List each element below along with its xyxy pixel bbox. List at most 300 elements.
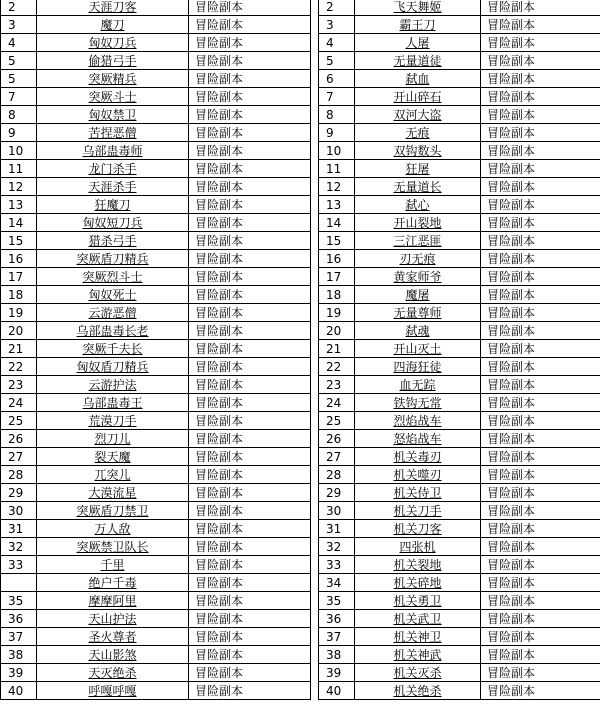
left-level-cell[interactable]: 17 — [1, 268, 37, 286]
right-monster-name-cell[interactable]: 魔屠 — [355, 286, 481, 304]
left-level-cell[interactable]: 9 — [1, 124, 37, 142]
right-level-cell[interactable]: 37 — [319, 628, 355, 646]
left-monster-name-cell[interactable]: 突厥千夫长 — [37, 340, 189, 358]
table-row — [1, 142, 600, 160]
left-level-cell[interactable]: 40 — [1, 682, 37, 700]
left-type-cell[interactable]: 冒险副本 — [189, 268, 311, 286]
left-level-cell[interactable]: 19 — [1, 304, 37, 322]
right-monster-name-cell[interactable]: 人屠 — [355, 34, 481, 52]
left-level-cell[interactable]: 29 — [1, 484, 37, 502]
right-monster-name-cell[interactable]: 开山裂地 — [355, 214, 481, 232]
table-row — [1, 484, 600, 502]
right-monster-name-cell[interactable]: 机关裂地 — [355, 556, 481, 574]
left-level-cell[interactable]: 33 — [1, 556, 37, 574]
right-type-cell[interactable]: 冒险副本 — [481, 322, 600, 340]
right-monster-name-cell[interactable]: 机关勇卫 — [355, 592, 481, 610]
left-monster-name-cell[interactable]: 匈奴短刀兵 — [37, 214, 189, 232]
left-type-cell[interactable]: 冒险副本 — [189, 484, 311, 502]
right-level-cell[interactable]: 35 — [319, 592, 355, 610]
right-type-cell[interactable]: 冒险副本 — [481, 574, 600, 592]
column-gap — [311, 124, 319, 142]
column-gap — [311, 268, 319, 286]
left-type-cell[interactable]: 冒险副本 — [189, 664, 311, 682]
left-level-cell[interactable]: 20 — [1, 322, 37, 340]
table-row — [1, 178, 600, 196]
left-level-cell[interactable]: 27 — [1, 448, 37, 466]
left-level-cell[interactable] — [1, 574, 37, 592]
table-row — [1, 502, 600, 520]
right-monster-name-cell[interactable]: 无量道长 — [355, 178, 481, 196]
table-row — [1, 358, 600, 376]
table-row — [1, 0, 600, 16]
table-row — [1, 232, 600, 250]
left-type-cell[interactable]: 冒险副本 — [189, 196, 311, 214]
table-row — [1, 160, 600, 178]
left-monster-name-cell[interactable]: 万人敌 — [37, 520, 189, 538]
right-level-cell[interactable]: 24 — [319, 394, 355, 412]
left-type-cell[interactable]: 冒险副本 — [189, 448, 311, 466]
left-type-cell[interactable]: 冒险副本 — [189, 16, 311, 34]
left-type-cell[interactable]: 冒险副本 — [189, 340, 311, 358]
right-monster-name-cell[interactable]: 弑心 — [355, 196, 481, 214]
table-row — [1, 196, 600, 214]
right-level-cell[interactable]: 7 — [319, 88, 355, 106]
table-row — [1, 250, 600, 268]
left-level-cell[interactable]: 30 — [1, 502, 37, 520]
right-monster-name-cell[interactable]: 狂屠 — [355, 160, 481, 178]
left-type-cell[interactable]: 冒险副本 — [189, 556, 311, 574]
right-monster-name-cell[interactable]: 黄家师爷 — [355, 268, 481, 286]
table-row — [1, 682, 600, 700]
left-monster-name-cell[interactable]: 呼嘎呼嘎 — [37, 682, 189, 700]
right-type-cell[interactable]: 冒险副本 — [481, 286, 600, 304]
right-type-cell[interactable]: 冒险副本 — [481, 250, 600, 268]
column-gap — [311, 88, 319, 106]
left-level-cell[interactable]: 39 — [1, 664, 37, 682]
left-level-cell[interactable]: 35 — [1, 592, 37, 610]
left-type-cell[interactable]: 冒险副本 — [189, 160, 311, 178]
right-level-cell[interactable]: 27 — [319, 448, 355, 466]
right-level-cell[interactable]: 13 — [319, 196, 355, 214]
left-type-cell[interactable]: 冒险副本 — [189, 430, 311, 448]
right-type-cell[interactable]: 冒险副本 — [481, 88, 600, 106]
right-type-cell[interactable]: 冒险副本 — [481, 178, 600, 196]
left-monster-name-cell[interactable]: 天涯杀手 — [37, 178, 189, 196]
column-gap — [311, 592, 319, 610]
right-type-cell[interactable]: 冒险副本 — [481, 466, 600, 484]
right-monster-name-cell[interactable]: 机关噬刃 — [355, 466, 481, 484]
column-gap — [311, 646, 319, 664]
left-type-cell[interactable]: 冒险副本 — [189, 682, 311, 700]
table-row — [1, 52, 600, 70]
right-type-cell[interactable]: 冒险副本 — [481, 610, 600, 628]
right-type-cell[interactable]: 冒险副本 — [481, 448, 600, 466]
left-monster-name-cell[interactable]: 云游护法 — [37, 376, 189, 394]
column-gap — [311, 412, 319, 430]
left-monster-name-cell[interactable]: 匈奴刀兵 — [37, 34, 189, 52]
left-monster-name-cell[interactable]: 乌部蛊毒王 — [37, 394, 189, 412]
right-monster-name-cell[interactable]: 机关神卫 — [355, 628, 481, 646]
right-level-cell[interactable]: 3 — [319, 16, 355, 34]
column-gap — [311, 484, 319, 502]
left-monster-name-cell[interactable]: 千里 — [37, 556, 189, 574]
right-monster-name-cell[interactable]: 机关碎地 — [355, 574, 481, 592]
right-monster-name-cell[interactable]: 双河大盗 — [355, 106, 481, 124]
left-monster-name-cell[interactable]: 天山影煞 — [37, 646, 189, 664]
right-level-cell[interactable]: 28 — [319, 466, 355, 484]
right-level-cell[interactable]: 40 — [319, 682, 355, 700]
left-monster-name-cell[interactable]: 天山护法 — [37, 610, 189, 628]
left-monster-name-cell[interactable]: 匈奴盾刀精兵 — [37, 358, 189, 376]
left-monster-name-cell[interactable]: 荒漠刀手 — [37, 412, 189, 430]
right-level-cell[interactable]: 38 — [319, 646, 355, 664]
left-level-cell[interactable]: 31 — [1, 520, 37, 538]
left-level-cell[interactable]: 37 — [1, 628, 37, 646]
right-level-cell[interactable]: 4 — [319, 34, 355, 52]
right-level-cell[interactable]: 36 — [319, 610, 355, 628]
right-level-cell[interactable]: 20 — [319, 322, 355, 340]
left-type-cell[interactable]: 冒险副本 — [189, 34, 311, 52]
column-gap — [311, 250, 319, 268]
right-monster-name-cell[interactable]: 三江恶匪 — [355, 232, 481, 250]
right-type-cell[interactable]: 冒险副本 — [481, 160, 600, 178]
left-level-cell[interactable]: 11 — [1, 160, 37, 178]
right-type-cell[interactable]: 冒险副本 — [481, 430, 600, 448]
left-level-cell[interactable]: 21 — [1, 340, 37, 358]
right-monster-name-cell[interactable]: 双钩数头 — [355, 142, 481, 160]
left-level-cell[interactable]: 12 — [1, 178, 37, 196]
right-level-cell[interactable]: 30 — [319, 502, 355, 520]
right-type-cell[interactable]: 冒险副本 — [481, 304, 600, 322]
left-monster-name-cell[interactable]: 狂魔刀 — [37, 196, 189, 214]
left-monster-name-cell[interactable]: 兀突儿 — [37, 466, 189, 484]
right-type-cell[interactable]: 冒险副本 — [481, 628, 600, 646]
right-level-cell[interactable]: 15 — [319, 232, 355, 250]
right-monster-name-cell[interactable]: 机关灭杀 — [355, 664, 481, 682]
left-type-cell[interactable]: 冒险副本 — [189, 646, 311, 664]
right-type-cell[interactable]: 冒险副本 — [481, 358, 600, 376]
column-gap — [311, 574, 319, 592]
left-monster-name-cell[interactable]: 突厥盾刀精兵 — [37, 250, 189, 268]
column-gap — [311, 160, 319, 178]
right-level-cell[interactable]: 6 — [319, 70, 355, 88]
left-level-cell[interactable]: 5 — [1, 70, 37, 88]
right-type-cell[interactable]: 冒险副本 — [481, 214, 600, 232]
left-level-cell[interactable]: 23 — [1, 376, 37, 394]
left-monster-name-cell[interactable]: 乌部蛊毒师 — [37, 142, 189, 160]
table-row — [1, 304, 600, 322]
right-level-cell[interactable]: 8 — [319, 106, 355, 124]
left-type-cell[interactable]: 冒险副本 — [189, 412, 311, 430]
left-monster-name-cell[interactable]: 天涯刀客 — [37, 0, 189, 16]
left-level-cell[interactable]: 5 — [1, 52, 37, 70]
right-type-cell[interactable]: 冒险副本 — [481, 268, 600, 286]
right-monster-name-cell[interactable]: 四海狂徒 — [355, 358, 481, 376]
right-type-cell[interactable]: 冒险副本 — [481, 538, 600, 556]
left-type-cell[interactable]: 冒险副本 — [189, 520, 311, 538]
column-gap — [311, 214, 319, 232]
table-row — [1, 610, 600, 628]
right-level-cell[interactable]: 11 — [319, 160, 355, 178]
table-row — [1, 466, 600, 484]
left-level-cell[interactable]: 14 — [1, 214, 37, 232]
right-type-cell[interactable]: 冒险副本 — [481, 592, 600, 610]
left-level-cell[interactable]: 7 — [1, 88, 37, 106]
left-type-cell[interactable]: 冒险副本 — [189, 142, 311, 160]
left-level-cell[interactable]: 3 — [1, 16, 37, 34]
right-type-cell[interactable]: 冒险副本 — [481, 0, 600, 16]
right-level-cell[interactable]: 12 — [319, 178, 355, 196]
left-type-cell[interactable]: 冒险副本 — [189, 502, 311, 520]
left-level-cell[interactable]: 26 — [1, 430, 37, 448]
right-level-cell[interactable]: 21 — [319, 340, 355, 358]
column-gap — [311, 322, 319, 340]
left-monster-name-cell[interactable]: 匈奴禁卫 — [37, 106, 189, 124]
left-type-cell[interactable]: 冒险副本 — [189, 376, 311, 394]
left-monster-name-cell[interactable]: 猎杀弓手 — [37, 232, 189, 250]
left-type-cell[interactable]: 冒险副本 — [189, 574, 311, 592]
table-row — [1, 106, 600, 124]
right-level-cell[interactable]: 39 — [319, 664, 355, 682]
right-type-cell[interactable]: 冒险副本 — [481, 70, 600, 88]
table-row — [1, 124, 600, 142]
left-level-cell[interactable]: 4 — [1, 34, 37, 52]
column-gap — [311, 304, 319, 322]
left-level-cell[interactable]: 2 — [1, 0, 37, 16]
left-type-cell[interactable]: 冒险副本 — [189, 466, 311, 484]
left-level-cell[interactable]: 32 — [1, 538, 37, 556]
table-row — [1, 268, 600, 286]
table-row — [1, 592, 600, 610]
left-level-cell[interactable]: 18 — [1, 286, 37, 304]
right-level-cell[interactable]: 31 — [319, 520, 355, 538]
right-type-cell[interactable]: 冒险副本 — [481, 232, 600, 250]
column-gap — [311, 376, 319, 394]
left-monster-name-cell[interactable]: 摩摩阿里 — [37, 592, 189, 610]
left-type-cell[interactable]: 冒险副本 — [189, 250, 311, 268]
right-type-cell[interactable]: 冒险副本 — [481, 16, 600, 34]
left-type-cell[interactable]: 冒险副本 — [189, 394, 311, 412]
right-level-cell[interactable]: 5 — [319, 52, 355, 70]
right-type-cell[interactable]: 冒险副本 — [481, 196, 600, 214]
right-monster-name-cell[interactable]: 机关毒刃 — [355, 448, 481, 466]
table-row — [1, 286, 600, 304]
table-row — [1, 574, 600, 592]
left-type-cell[interactable]: 冒险副本 — [189, 214, 311, 232]
column-gap — [311, 178, 319, 196]
right-type-cell[interactable]: 冒险副本 — [481, 394, 600, 412]
left-level-cell[interactable]: 13 — [1, 196, 37, 214]
left-type-cell[interactable]: 冒险副本 — [189, 358, 311, 376]
left-monster-name-cell[interactable]: 天灭绝杀 — [37, 664, 189, 682]
left-type-cell[interactable]: 冒险副本 — [189, 610, 311, 628]
right-type-cell[interactable]: 冒险副本 — [481, 520, 600, 538]
left-type-cell[interactable]: 冒险副本 — [189, 70, 311, 88]
left-level-cell[interactable]: 15 — [1, 232, 37, 250]
column-gap — [311, 286, 319, 304]
table-row — [1, 628, 600, 646]
right-type-cell[interactable]: 冒险副本 — [481, 340, 600, 358]
left-type-cell[interactable]: 冒险副本 — [189, 88, 311, 106]
right-type-cell[interactable]: 冒险副本 — [481, 484, 600, 502]
right-type-cell[interactable]: 冒险副本 — [481, 34, 600, 52]
column-gap — [311, 610, 319, 628]
column-gap — [311, 682, 319, 700]
table-row — [1, 520, 600, 538]
right-monster-name-cell[interactable]: 机关侍卫 — [355, 484, 481, 502]
right-level-cell[interactable]: 16 — [319, 250, 355, 268]
right-level-cell[interactable]: 25 — [319, 412, 355, 430]
left-monster-name-cell[interactable]: 魔刀 — [37, 16, 189, 34]
column-gap — [311, 556, 319, 574]
left-level-cell[interactable]: 16 — [1, 250, 37, 268]
left-monster-name-cell[interactable]: 突厥精兵 — [37, 70, 189, 88]
right-monster-name-cell[interactable]: 机关武卫 — [355, 610, 481, 628]
table-row — [1, 664, 600, 682]
left-monster-name-cell[interactable]: 大漠流星 — [37, 484, 189, 502]
table-row — [1, 340, 600, 358]
right-monster-name-cell[interactable]: 无量尊师 — [355, 304, 481, 322]
right-monster-name-cell[interactable]: 机关刀客 — [355, 520, 481, 538]
right-level-cell[interactable]: 34 — [319, 574, 355, 592]
left-level-cell[interactable]: 8 — [1, 106, 37, 124]
table-row — [1, 646, 600, 664]
left-type-cell[interactable]: 冒险副本 — [189, 52, 311, 70]
column-gap — [311, 430, 319, 448]
table-row — [1, 412, 600, 430]
right-monster-name-cell[interactable]: 弑血 — [355, 70, 481, 88]
right-type-cell[interactable]: 冒险副本 — [481, 52, 600, 70]
column-gap — [311, 106, 319, 124]
left-level-cell[interactable]: 25 — [1, 412, 37, 430]
column-gap — [311, 52, 319, 70]
right-monster-name-cell[interactable]: 血无踪 — [355, 376, 481, 394]
right-monster-name-cell[interactable]: 铁钩无常 — [355, 394, 481, 412]
left-type-cell[interactable]: 冒险副本 — [189, 106, 311, 124]
left-type-cell[interactable]: 冒险副本 — [189, 322, 311, 340]
right-monster-name-cell[interactable]: 刃无痕 — [355, 250, 481, 268]
right-monster-name-cell[interactable]: 机关刀手 — [355, 502, 481, 520]
left-level-cell[interactable]: 24 — [1, 394, 37, 412]
left-type-cell[interactable]: 冒险副本 — [189, 304, 311, 322]
left-monster-name-cell[interactable]: 圣火尊者 — [37, 628, 189, 646]
column-gap — [311, 358, 319, 376]
left-level-cell[interactable]: 38 — [1, 646, 37, 664]
column-gap — [311, 664, 319, 682]
right-type-cell[interactable]: 冒险副本 — [481, 106, 600, 124]
left-type-cell[interactable]: 冒险副本 — [189, 124, 311, 142]
right-monster-name-cell[interactable]: 飞天舞姬 — [355, 0, 481, 16]
right-level-cell[interactable]: 29 — [319, 484, 355, 502]
column-gap — [311, 628, 319, 646]
left-monster-name-cell[interactable]: 乌部蛊毒长老 — [37, 322, 189, 340]
left-type-cell[interactable]: 冒险副本 — [189, 628, 311, 646]
right-monster-name-cell[interactable]: 弑魂 — [355, 322, 481, 340]
right-type-cell[interactable]: 冒险副本 — [481, 646, 600, 664]
right-type-cell[interactable]: 冒险副本 — [481, 682, 600, 700]
right-type-cell[interactable]: 冒险副本 — [481, 556, 600, 574]
column-gap — [311, 70, 319, 88]
column-gap — [311, 34, 319, 52]
right-monster-name-cell[interactable]: 机关神武 — [355, 646, 481, 664]
right-monster-name-cell[interactable]: 霸王刀 — [355, 16, 481, 34]
right-level-cell[interactable]: 19 — [319, 304, 355, 322]
right-monster-name-cell[interactable]: 四张机 — [355, 538, 481, 556]
left-monster-name-cell[interactable]: 突厥盾刀禁卫 — [37, 502, 189, 520]
table-row — [1, 376, 600, 394]
left-type-cell[interactable]: 冒险副本 — [189, 232, 311, 250]
right-monster-name-cell[interactable]: 烈焰战车 — [355, 412, 481, 430]
right-type-cell[interactable]: 冒险副本 — [481, 412, 600, 430]
right-level-cell[interactable]: 23 — [319, 376, 355, 394]
column-gap — [311, 538, 319, 556]
right-type-cell[interactable]: 冒险副本 — [481, 142, 600, 160]
left-type-cell[interactable]: 冒险副本 — [189, 178, 311, 196]
right-level-cell[interactable]: 33 — [319, 556, 355, 574]
left-level-cell[interactable]: 36 — [1, 610, 37, 628]
right-level-cell[interactable]: 26 — [319, 430, 355, 448]
left-monster-name-cell[interactable]: 匈奴死士 — [37, 286, 189, 304]
column-gap — [311, 448, 319, 466]
left-monster-name-cell[interactable]: 偷猎弓手 — [37, 52, 189, 70]
right-level-cell[interactable]: 9 — [319, 124, 355, 142]
right-type-cell[interactable]: 冒险副本 — [481, 664, 600, 682]
table-row — [1, 538, 600, 556]
column-gap — [311, 142, 319, 160]
right-monster-name-cell[interactable]: 怒焰战车 — [355, 430, 481, 448]
left-monster-name-cell[interactable]: 云游恶僧 — [37, 304, 189, 322]
right-monster-name-cell[interactable]: 机关绝杀 — [355, 682, 481, 700]
left-monster-name-cell[interactable]: 苦捏恶僧 — [37, 124, 189, 142]
left-monster-name-cell[interactable]: 突厥斗士 — [37, 88, 189, 106]
right-type-cell[interactable]: 冒险副本 — [481, 502, 600, 520]
column-gap — [311, 0, 319, 16]
right-level-cell[interactable]: 2 — [319, 0, 355, 16]
right-type-cell[interactable]: 冒险副本 — [481, 124, 600, 142]
right-level-cell[interactable]: 17 — [319, 268, 355, 286]
left-monster-name-cell[interactable]: 突厥烈斗士 — [37, 268, 189, 286]
left-type-cell[interactable]: 冒险副本 — [189, 538, 311, 556]
table-row — [1, 88, 600, 106]
table-row — [1, 430, 600, 448]
left-monster-name-cell[interactable]: 裂天魔 — [37, 448, 189, 466]
right-level-cell[interactable]: 18 — [319, 286, 355, 304]
left-monster-name-cell[interactable]: 绝户千毒 — [37, 574, 189, 592]
left-level-cell[interactable]: 22 — [1, 358, 37, 376]
left-monster-name-cell[interactable]: 龙门杀手 — [37, 160, 189, 178]
left-monster-name-cell[interactable]: 烈刀儿 — [37, 430, 189, 448]
right-type-cell[interactable]: 冒险副本 — [481, 376, 600, 394]
left-type-cell[interactable]: 冒险副本 — [189, 592, 311, 610]
right-level-cell[interactable]: 10 — [319, 142, 355, 160]
left-type-cell[interactable]: 冒险副本 — [189, 286, 311, 304]
table-row — [1, 322, 600, 340]
table-row — [1, 70, 600, 88]
right-monster-name-cell[interactable]: 无痕 — [355, 124, 481, 142]
right-monster-name-cell[interactable]: 开山灭土 — [355, 340, 481, 358]
right-level-cell[interactable]: 14 — [319, 214, 355, 232]
left-level-cell[interactable]: 28 — [1, 466, 37, 484]
right-level-cell[interactable]: 32 — [319, 538, 355, 556]
right-monster-name-cell[interactable]: 无量道徒 — [355, 52, 481, 70]
left-type-cell[interactable]: 冒险副本 — [189, 0, 311, 16]
column-gap — [311, 340, 319, 358]
table-row — [1, 556, 600, 574]
right-monster-name-cell[interactable]: 开山碎石 — [355, 88, 481, 106]
right-level-cell[interactable]: 22 — [319, 358, 355, 376]
left-level-cell[interactable]: 10 — [1, 142, 37, 160]
left-monster-name-cell[interactable]: 突厥禁卫队长 — [37, 538, 189, 556]
